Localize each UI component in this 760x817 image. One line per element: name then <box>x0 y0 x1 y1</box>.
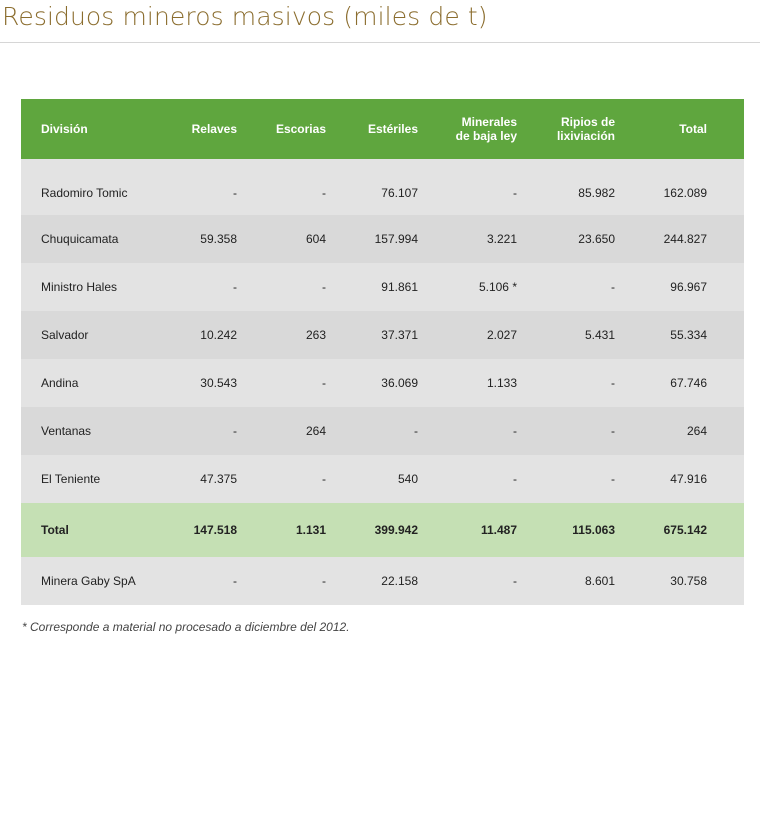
table-row <box>21 455 744 503</box>
table-spacer <box>21 159 744 170</box>
cell-total: 30.758 <box>670 574 707 588</box>
cell-total: 675.142 <box>663 523 707 537</box>
cell-total: 55.334 <box>670 328 707 342</box>
cell-esteriles: 36.069 <box>381 376 418 390</box>
header-minerales-line1: Minerales <box>461 115 517 129</box>
cell-ripios: 85.982 <box>578 185 615 200</box>
cell-esteriles: 37.371 <box>381 328 418 342</box>
table-row <box>21 263 744 311</box>
header-escorias: Escorias <box>275 122 326 136</box>
title-divider <box>0 42 760 43</box>
table-row <box>21 215 744 263</box>
footnote: * Corresponde a material no procesado a diciembre del 2012. <box>22 620 350 634</box>
table-row <box>21 311 744 359</box>
table-total-row <box>21 503 744 557</box>
cell-total: 244.827 <box>663 232 707 246</box>
table-row <box>21 407 744 455</box>
table-header-row <box>21 99 744 159</box>
cell-total: 96.967 <box>670 280 707 294</box>
cell-escorias: 263 <box>305 328 326 342</box>
cell-minerales: - <box>513 574 517 588</box>
cell-escorias: - <box>322 185 326 200</box>
table-row <box>21 170 744 215</box>
cell-division: Ministro Hales <box>41 280 118 294</box>
cell-esteriles: 22.158 <box>381 574 418 588</box>
cell-minerales: - <box>513 185 517 200</box>
cell-esteriles: 76.107 <box>381 185 418 200</box>
cell-minerales: 1.133 <box>486 376 517 390</box>
cell-escorias: 604 <box>305 232 326 246</box>
cell-minerales: 5.106 * <box>478 280 517 294</box>
table-body <box>21 170 744 605</box>
cell-escorias: - <box>322 280 326 294</box>
header-ripios-line2: lixiviación <box>556 129 615 143</box>
cell-relaves: 10.242 <box>200 328 237 342</box>
cell-relaves: 30.543 <box>200 376 237 390</box>
cell-minerales: - <box>513 424 517 438</box>
cell-total: 264 <box>686 424 707 438</box>
cell-total: 47.916 <box>670 472 707 486</box>
header-total: Total <box>679 122 707 136</box>
header-minerales <box>418 115 517 143</box>
cell-relaves: 59.358 <box>200 232 237 246</box>
cell-esteriles: - <box>414 424 418 438</box>
cell-division: Andina <box>41 376 79 390</box>
cell-ripios: - <box>611 472 615 486</box>
cell-ripios: - <box>611 280 615 294</box>
cell-ripios: - <box>611 376 615 390</box>
cell-division: Minera Gaby SpA <box>41 574 136 588</box>
table-row <box>21 557 744 605</box>
cell-division: Salvador <box>41 328 89 342</box>
cell-esteriles: 540 <box>397 472 418 486</box>
cell-escorias: - <box>322 376 326 390</box>
header-minerales-line2: de baja ley <box>455 129 517 143</box>
cell-ripios: 5.431 <box>584 328 615 342</box>
cell-ripios: 8.601 <box>584 574 615 588</box>
cell-relaves: - <box>233 424 237 438</box>
cell-division: Chuquicamata <box>41 232 119 246</box>
cell-total: 162.089 <box>663 185 707 200</box>
cell-total: 67.746 <box>670 376 707 390</box>
page-title: Residuos mineros masivos (miles de t) <box>2 2 488 31</box>
header-relaves: Relaves <box>191 122 237 136</box>
cell-ripios: - <box>611 424 615 438</box>
header-ripios <box>517 115 615 143</box>
cell-relaves: - <box>233 574 237 588</box>
cell-division: El Teniente <box>41 472 101 486</box>
cell-esteriles: 399.942 <box>374 523 418 537</box>
header-esteriles: Estériles <box>367 122 418 136</box>
cell-relaves: 147.518 <box>193 523 237 537</box>
cell-relaves: 47.375 <box>200 472 237 486</box>
header-ripios-line1: Ripios de <box>560 115 615 129</box>
table-row <box>21 359 744 407</box>
waste-table <box>21 99 744 605</box>
cell-escorias: 264 <box>305 424 326 438</box>
cell-relaves: - <box>233 280 237 294</box>
cell-division: Total <box>41 523 69 537</box>
cell-escorias: - <box>322 472 326 486</box>
cell-minerales: 11.487 <box>480 523 517 537</box>
cell-escorias: - <box>322 574 326 588</box>
cell-division: Ventanas <box>41 424 92 438</box>
cell-escorias: 1.131 <box>295 523 326 537</box>
header-division: División <box>41 122 88 136</box>
cell-minerales: - <box>513 472 517 486</box>
cell-ripios: 23.650 <box>578 232 615 246</box>
cell-esteriles: 157.994 <box>374 232 418 246</box>
cell-division: Radomiro Tomic <box>41 185 128 200</box>
cell-esteriles: 91.861 <box>381 280 418 294</box>
cell-relaves: - <box>233 185 237 200</box>
cell-ripios: 115.063 <box>572 523 615 537</box>
cell-minerales: 2.027 <box>486 328 517 342</box>
cell-minerales: 3.221 <box>486 232 517 246</box>
